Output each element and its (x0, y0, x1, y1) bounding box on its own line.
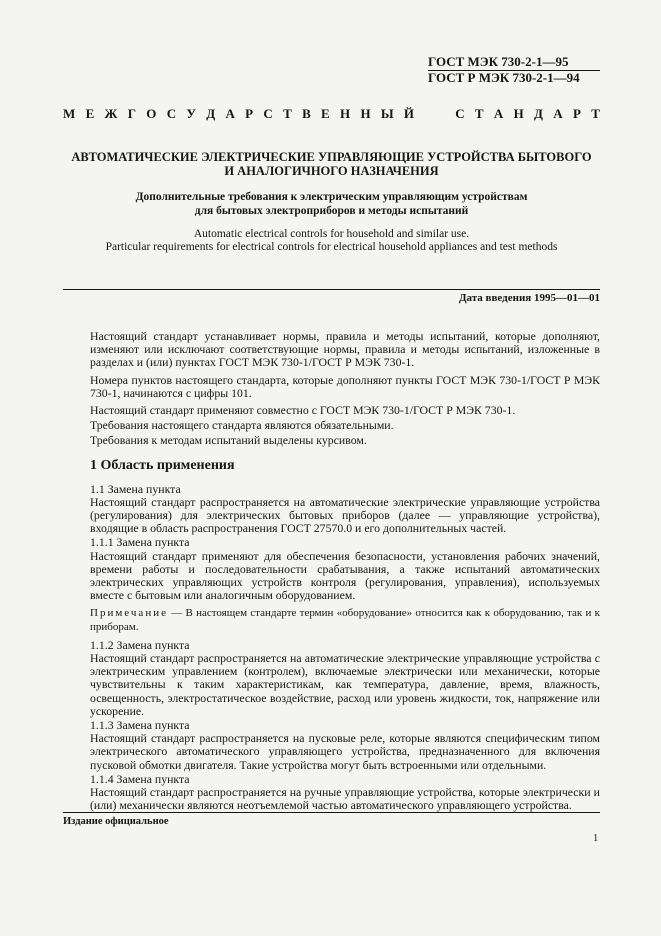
banner-letter: О (146, 106, 157, 121)
introduction-date: Дата введения 1995—01—01 (458, 292, 600, 304)
section-heading-scope: 1 Область применения (90, 457, 235, 473)
banner-letter: Н (340, 106, 351, 121)
banner-letter: Й (403, 106, 415, 121)
english-title (63, 228, 600, 254)
title-line-1: АВТОМАТИЧЕСКИЕ ЭЛЕКТРИЧЕСКИЕ УПРАВЛЯЮЩИЕ УСТРОЙСТВА БЫТОВОГО (71, 150, 592, 164)
banner-letter: Е (85, 106, 95, 121)
gost-code-national: ГОСТ Р МЭК 730-2-1—94 (428, 70, 580, 85)
note (90, 607, 600, 633)
clause-1-1-2-text: Настоящий стандарт распространяется на автоматические электрические управляющие устройства с электрическим управлением (контролем), включаемые электрически или механически, которые чувствительны к таким характеристикам, как температура, давление, время, влажность, освещенность, электростатическое воздействие, расход или уровень жидкости, ток, напряжение или ускорение. (90, 651, 600, 718)
banner-letter: Д (206, 106, 216, 121)
banner-letter: Г (127, 106, 136, 121)
gost-designation (428, 55, 604, 85)
subtitle-line-2: для бытовых электроприборов и методы испытаний (194, 205, 469, 217)
banner-letter: С (263, 106, 273, 121)
clause-1-1-3-number: 1.1.3 Замена пункта (90, 718, 190, 733)
document-subtitle (63, 190, 600, 218)
intro-paragraph-5: Требования к методам испытаний выделены курсивом. (90, 433, 367, 448)
banner-letter: У (186, 106, 196, 121)
banner-letter: Д (534, 106, 543, 121)
document-title (63, 150, 600, 178)
english-line-2: Particular requirements for electrical controls for electrical household appliances and test methods (105, 241, 558, 253)
banner-letter: Е (321, 106, 330, 121)
title-line-2: И АНАЛОГИЧНОГО НАЗНАЧЕНИЯ (224, 164, 439, 178)
clause-1-1-number: 1.1 Замена пункта (90, 481, 181, 496)
clause-1-1-1-number: 1.1.1 Замена пункта (90, 535, 190, 550)
intro-paragraph-3: Настоящий стандарт применяют совместно с ГОСТ МЭК 730-1/ГОСТ Р МЭК 730-1. (90, 403, 516, 418)
banner-letter: Ы (380, 106, 394, 121)
header-divider (63, 289, 600, 290)
banner-letter: Т (591, 106, 600, 121)
banner-letter: А (553, 106, 563, 121)
banner-letter: С (455, 106, 465, 121)
banner-letter: Н (513, 106, 524, 121)
clause-1-1-3-text: Настоящий стандарт распространяется на пусковые реле, которые являются специфическим типом электрического автоматического управляющего устройства, предназначенного для включения пусковой обмотки двигателя. Такие устройства могут быть встроенными или отдельными. (90, 731, 600, 772)
clause-1-1-4-text: Настоящий стандарт распространяется на ручные управляющие устройства, которые электрически и (или) механически являются неотъемлемой частью автоматического управляющего устройства. (90, 785, 600, 813)
page-number: 1 (593, 833, 599, 844)
banner-letter: С (166, 106, 177, 121)
banner-letter: А (493, 106, 504, 121)
banner-letter: Р (245, 106, 254, 121)
clause-1-1-2-number: 1.1.2 Замена пункта (90, 637, 190, 652)
intro-paragraph-2: Номера пунктов настоящего стандарта, которые дополняют пункты ГОСТ МЭК 730-1/ГОСТ Р МЭК 730-1, начинаются с цифры 101. (90, 372, 600, 400)
clause-1-1-text: Настоящий стандарт распространяется на автоматические электрические управляющие устройства (регулирования) для электрических бытовых приборов (далее — управляющие устройства), входящие в область распространения ГОСТ 27570.0 и его дополнительных частей. (90, 494, 600, 536)
banner-letter: Р (572, 106, 581, 121)
clause-1-1-1-text: Настоящий стандарт применяют для обеспечения безопасности, установления рабочих значений, времени работы и последовательности срабатывания, а также испытаний автоматических электрических управляющих устройств контроля (регулирования, управления), используемых вместе с бытовым или аналогичным оборудованием. (90, 548, 600, 603)
official-edition-label: Издание официальное (63, 816, 169, 827)
banner-letter: Ж (104, 106, 118, 121)
banner-letter: Т (283, 106, 292, 121)
gost-code-interstate: ГОСТ МЭК 730-2-1—95 (428, 55, 600, 71)
intro-paragraph-4: Требования настоящего стандарта являются обязательными. (90, 418, 394, 433)
banner-letter: А (225, 106, 235, 121)
banner-letter: Н (360, 106, 371, 121)
note-label: Примечание (90, 607, 168, 620)
english-line-1: Automatic electrical controls for household and similar use. (193, 228, 470, 240)
footer-divider (63, 812, 600, 813)
intro-paragraph-1: Настоящий стандарт устанавливает нормы, правила и методы испытаний, которые дополняют, изменяют или исключают соответствующие нормы, правила и методы испытаний, изложенные в разделах и (или) пунктах ГОСТ МЭК 730-1/ГОСТ Р МЭК 730-1. (90, 329, 600, 370)
note-text: — В настоящем стандарте термин «оборудование» относится как к оборудованию, так и к приборам. (90, 607, 600, 633)
banner-letter: Т (474, 106, 484, 121)
subtitle-line-1: Дополнительные требования к электрическим управляющим устройствам (135, 191, 528, 203)
document-body (90, 330, 600, 817)
standard-banner (63, 106, 600, 122)
banner-letter: В (302, 106, 311, 121)
clause-1-1-4-number: 1.1.4 Замена пункта (90, 771, 190, 786)
banner-letter: М (63, 106, 76, 121)
